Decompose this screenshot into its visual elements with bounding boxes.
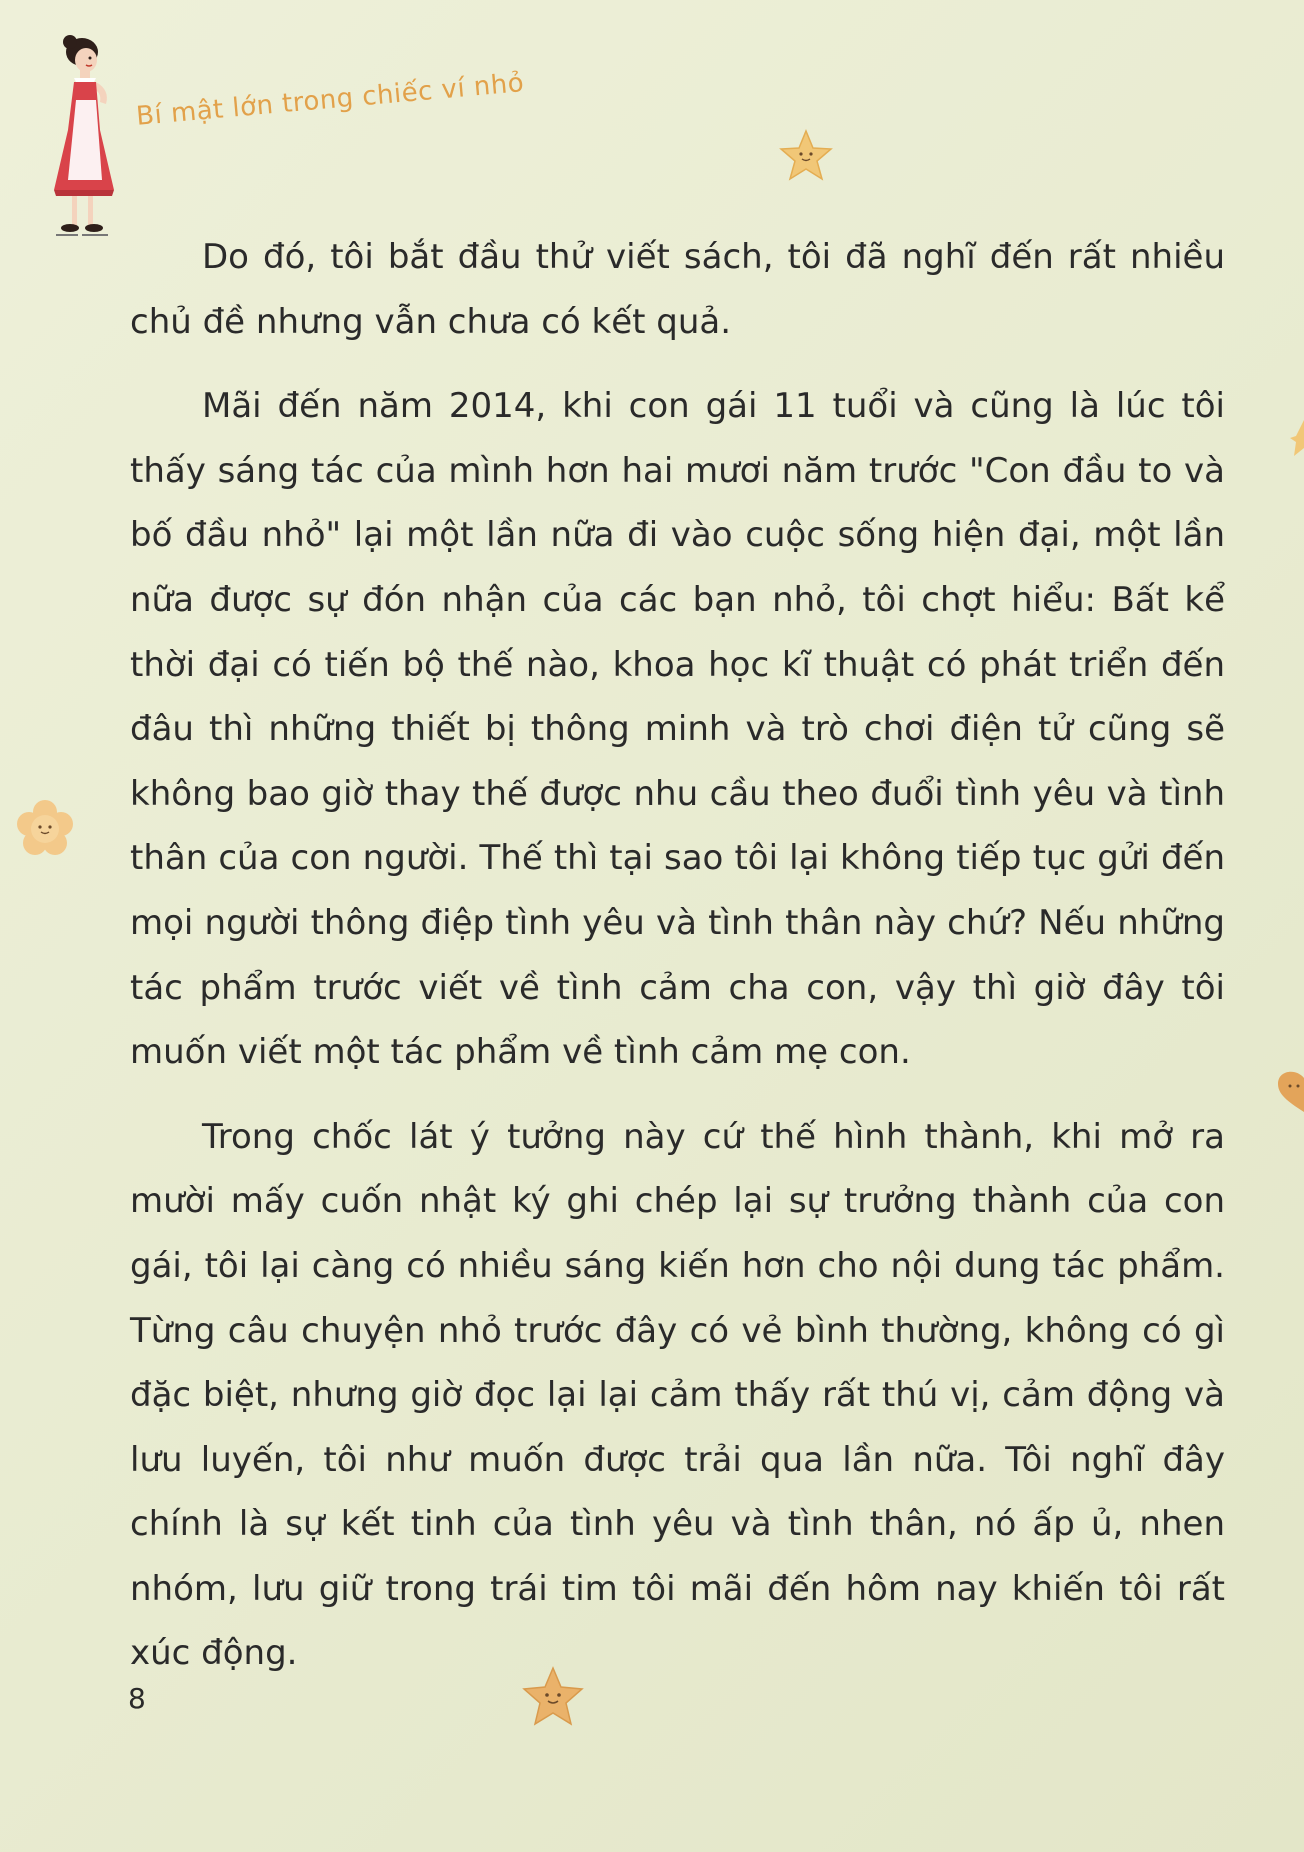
star-icon [520, 1664, 586, 1730]
body-text [130, 225, 1225, 1686]
paragraph: Do đó, tôi bắt đầu thử viết sách, tôi đã nghĩ đến rất nhiều chủ đề nhưng vẫn chưa có kết quả. [130, 237, 1225, 342]
paragraph: Trong chốc lát ý tưởng này cứ thế hình thành, khi mở ra mười mấy cuốn nhật ký ghi chép lại sự trưởng thành của con gái, tôi lại càng có nhiều sáng kiến hơn cho nội dung tác phẩm. Từng câu chuyện nhỏ trước đây có vẻ bình thường, không có gì đặc biệt, nhưng giờ đọc lại lại cảm thấy rất thú vị, cảm động và lưu luyến, tôi như muốn được trải qua lần nữa. Tôi nghĩ đây chính là sự kết tinh của tình yêu và tình thân, nó ấp ủ, nhen nhóm, lưu giữ trong trái tim tôi mãi đến hôm nay khiến tôi rất xúc động. [130, 1116, 1225, 1674]
flower-icon [14, 798, 76, 860]
star-icon [778, 128, 834, 184]
girl-illustration-icon [48, 30, 128, 250]
paragraph: Mãi đến năm 2014, khi con gái 11 tuổi và cũng là lúc tôi thấy sáng tác của mình hơn hai mươi năm trước "Con đầu to và bố đầu nhỏ" lại một lần nữa đi vào cuộc sống hiện đại, một lần nữa được sự đón nhận của các bạn nhỏ, tôi chợt hiểu: Bất kể thời đại có tiến bộ thế nào, khoa học kĩ thuật có phát triển đến đâu thì những thiết bị thông minh và trò chơi điện tử cũng sẽ không bao giờ thay thế được nhu cầu theo đuổi tình yêu và tình thân của con người. Thế thì tại sao tôi lại không tiếp tục gửi đến mọi người thông điệp tình yêu và tình thân này chứ? Nếu những tác phẩm trước viết về tình cảm cha con, vậy thì giờ đây tôi muốn viết một tác phẩm về tình cảm mẹ con. [130, 386, 1225, 1073]
star-icon [1290, 418, 1304, 458]
heart-icon [1270, 1068, 1304, 1112]
header-title: Bí mật lớn trong chiếc ví nhỏ [135, 68, 526, 132]
page-number: 8 [128, 1682, 146, 1715]
